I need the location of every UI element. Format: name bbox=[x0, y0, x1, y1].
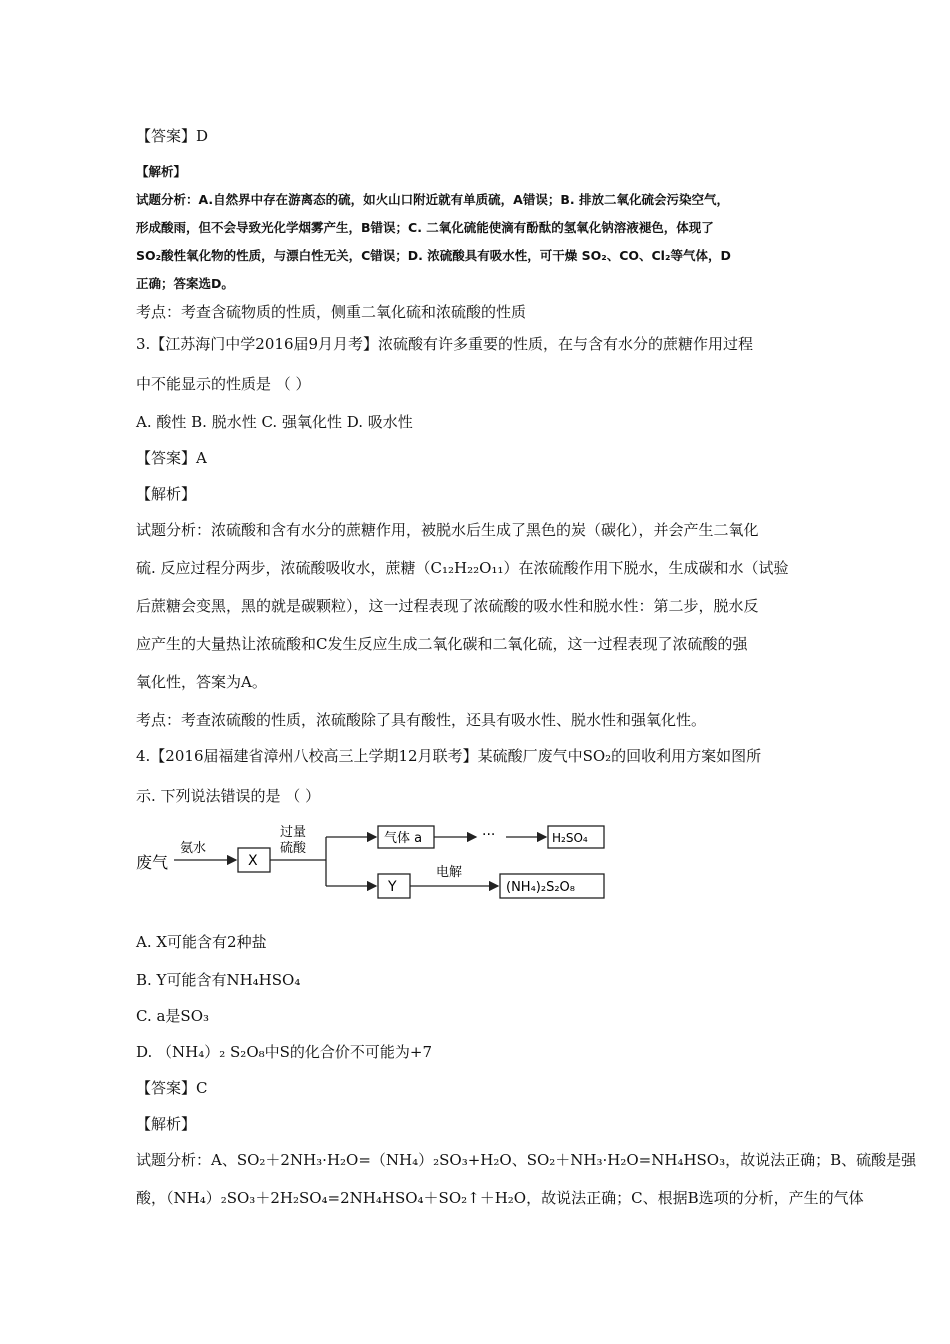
q3-analysis-line-2: 硫. 反应过程分两步，浓硫酸吸收水，蔗糖（C₁₂H₂₂O₁₁）在浓硫酸作用下脱水，生成碳和水（试验 bbox=[136, 559, 789, 577]
q2-analysis-line-3: SO₂酸性氧化物的性质，与漂白性无关，C错误；D. 浓硫酸具有吸水性，可干燥 SO₂、CO、Cl₂等气体，D bbox=[136, 248, 731, 263]
process-flow-diagram bbox=[136, 820, 616, 912]
persulfate-label: (NH₄)₂S₂O₈ bbox=[506, 880, 575, 895]
ammonia-label: 氨水 bbox=[180, 841, 207, 856]
q3-answer: 【答案】A bbox=[136, 449, 207, 467]
q3-analysis-line-3: 后蔗糖会变黑，黑的就是碳颗粒），这一过程表现了浓硫酸的吸水性和脱水性：第二步，脱水反 bbox=[136, 597, 759, 615]
excess-acid-label-1: 过量 bbox=[280, 825, 307, 840]
dots-label: ··· bbox=[482, 827, 496, 843]
q3-kaodian: 考点：考查浓硫酸的性质，浓硫酸除了具有酸性，还具有吸水性、脱水性和强氧化性。 bbox=[136, 711, 707, 729]
q4-stem-line-1: 4.【2016届福建省漳州八校高三上学期12月联考】某硫酸厂废气中SO₂的回收利用方案如图所 bbox=[136, 747, 762, 765]
q2-answer: 【答案】D bbox=[136, 127, 209, 145]
x-box-label: X bbox=[248, 853, 258, 869]
q3-analysis-line-4: 应产生的大量热让浓硫酸和C发生反应生成二氧化碳和二氧化硫，这一过程表现了浓硫酸的强 bbox=[136, 635, 748, 653]
q2-analysis-line-2: 形成酸雨，但不会导致光化学烟雾产生，B错误；C. 二氧化硫能使滴有酚酞的氢氧化钠溶液褪色，体现了 bbox=[136, 220, 714, 235]
q4-option-d: D. （NH₄）₂ S₂O₈中S的化合价不可能为+7 bbox=[136, 1043, 433, 1061]
q4-stem-line-2: 示. 下列说法错误的是 （ ） bbox=[136, 787, 321, 805]
q4-answer: 【答案】C bbox=[136, 1079, 208, 1097]
q4-option-a: A. X可能含有2种盐 bbox=[136, 933, 267, 951]
q2-analysis-line-1: 试题分析：A.自然界中存在游离态的硫，如火山口附近就有单质硫，A错误；B. 排放二氧化硫会污染空气， bbox=[136, 192, 729, 207]
q2-analysis-line-4: 正确；答案选D。 bbox=[136, 276, 234, 291]
q4-analysis-line-1: 试题分析：A、SO₂＋2NH₃·H₂O=（NH₄）₂SO₃+H₂O、SO₂＋NH₃·H₂O=NH₄HSO₃，故说法正确；B、硫酸是强 bbox=[136, 1151, 917, 1169]
h2so4-label: H₂SO₄ bbox=[552, 831, 588, 845]
electrolysis-label: 电解 bbox=[436, 865, 463, 880]
q3-stem-line-2: 中不能显示的性质是 （ ） bbox=[136, 375, 311, 393]
q2-analysis-label: 【解析】 bbox=[136, 164, 187, 179]
q3-stem-line-1: 3.【江苏海门中学2016届9月月考】浓硫酸有许多重要的性质，在与含有水分的蔗糖作用过程 bbox=[136, 335, 754, 353]
q3-analysis-label: 【解析】 bbox=[136, 485, 197, 503]
waste-gas-label: 废气 bbox=[136, 853, 169, 872]
q2-kaodian: 考点：考查含硫物质的性质，侧重二氧化硫和浓硫酸的性质 bbox=[136, 303, 527, 321]
q3-options: A. 酸性 B. 脱水性 C. 强氧化性 D. 吸水性 bbox=[136, 413, 413, 431]
y-box-label: Y bbox=[388, 879, 397, 895]
gas-a-label: 气体 a bbox=[384, 831, 423, 846]
excess-acid-label-2: 硫酸 bbox=[280, 841, 307, 856]
q3-analysis-line-1: 试题分析：浓硫酸和含有水分的蔗糖作用，被脱水后生成了黑色的炭（碳化），并会产生二氧化 bbox=[136, 521, 759, 539]
q4-analysis-line-2: 酸，（NH₄）₂SO₃＋2H₂SO₄=2NH₄HSO₄＋SO₂↑＋H₂O，故说法正确；C、根据B选项的分析，产生的气体 bbox=[136, 1189, 864, 1207]
q4-option-b: B. Y可能含有NH₄HSO₄ bbox=[136, 971, 301, 989]
q4-option-c: C. a是SO₃ bbox=[136, 1007, 210, 1025]
q3-analysis-line-5: 氧化性，答案为A。 bbox=[136, 673, 267, 691]
q4-analysis-label: 【解析】 bbox=[136, 1115, 197, 1133]
